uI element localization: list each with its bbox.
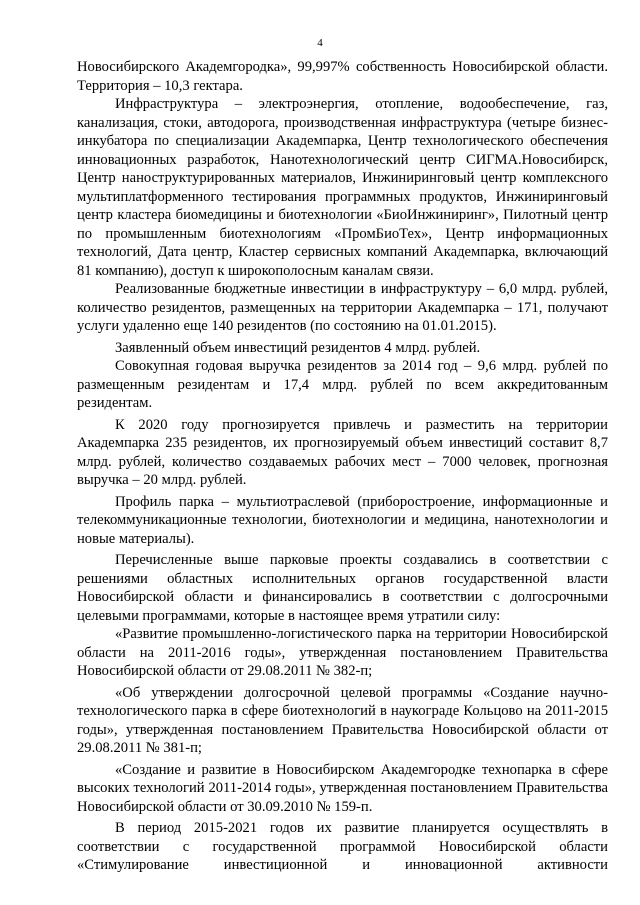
paragraph-budget-investments: Реализованные бюджетные инвестиции в инфраструктуру – 6,0 млрд. рублей, количество резидентов, размещенных на территории Академпарка – 171, получают услуги удаленно еще 140 резидентов (по состоянию на 01.01.2015). (77, 281, 608, 334)
paragraph-programs-intro: Перечисленные выше парковые проекты создавались в соответствии с решениями областных исполнительных органов государственной власти Новосибирской области и финансировались в соответствии с долгосрочными целевыми программами, которые в настоящее время утратили силу: (77, 552, 608, 624)
paragraph-program-biotech-park: «Об утверждении долгосрочной целевой программы «Создание научно-технологического парка в сфере биотехнологий в наукограде Кольцово на 2011-2015 годы», утвержденная постановлением Правительства Новосибирской области от 29.08.2011 № 381-п; (77, 684, 608, 756)
paragraph-infrastructure: Инфраструктура – электроэнергия, отопление, водообеспечение, газ, канализация, стоки, автодорога, производственная инфраструктура (четыре бизнес-инкубатора по специализации Академпарка, Центр технологического обеспечения инновационных разработок, Нанотехнологический центр СИГМА.Новосибирск, Центр наноструктурированных материалов, Инжиниринговый центр комплексного мультиплатформенного тестирования программных продуктов, Инжиниринговый центр кластера биомедицины и биотехнологии «БиоИнжиниринг», Пилотный центр по промышленным биотехнологиям «ПромБиоТех», Центр информационных технологий, Дата центр, Кластер сервисных компаний Академпарка, включающий 81 компанию), доступ к широкополосным каналам связи. (77, 96, 608, 279)
paragraph-park-profile: Профиль парка – мультиотраслевой (приборостроение, информационные и телекоммуникационные технологии, биотехнологии и медицина, нанотехнологии и новые материалы). (77, 493, 608, 547)
document-body (77, 58, 608, 875)
paragraph-program-logistics-park: «Развитие промышленно-логистического парка на территории Новосибирской области на 2011-2016 годы», утвержденная постановлением Правительства Новосибирской области от 29.08.2011 № 382-п; (77, 626, 608, 679)
paragraph-program-technopark: «Создание и развитие в Новосибирском Академгородке технопарка в сфере высоких технологий 2011-2014 годы», утвержденная постановлением Правительства Новосибирской области от 30.09.2010 № 159-п. (77, 761, 608, 815)
paragraph-forecast-2020: К 2020 году прогнозируется привлечь и разместить на территории Академпарка 235 резидентов, их прогнозируемый объем инвестиций составит 8,7 млрд. рублей, количество создаваемых рабочих мест – 7000 человек, прогнозная выручка – 20 млрд. рублей. (77, 416, 608, 488)
paragraph-period-2015-2021: В период 2015-2021 годов их развитие планируется осуществлять в соответствии с государственной программой Новосибирской области «Стимулирование инвестиционной и инновационной активности (77, 820, 608, 873)
page-number: 4 (317, 37, 323, 49)
paragraph-declared-investments: Заявленный объем инвестиций резидентов 4 млрд. рублей. (115, 339, 481, 356)
paragraph-academgorodok-ownership: Новосибирского Академгородка», 99,997% собственность Новосибирской области. Территория – 10,3 гектара. (77, 59, 608, 94)
paragraph-annual-revenue: Совокупная годовая выручка резидентов за 2014 год – 9,6 млрд. рублей по размещенным резидентам и 17,4 млрд. рублей по всем аккредитованным резидентам. (77, 358, 608, 411)
